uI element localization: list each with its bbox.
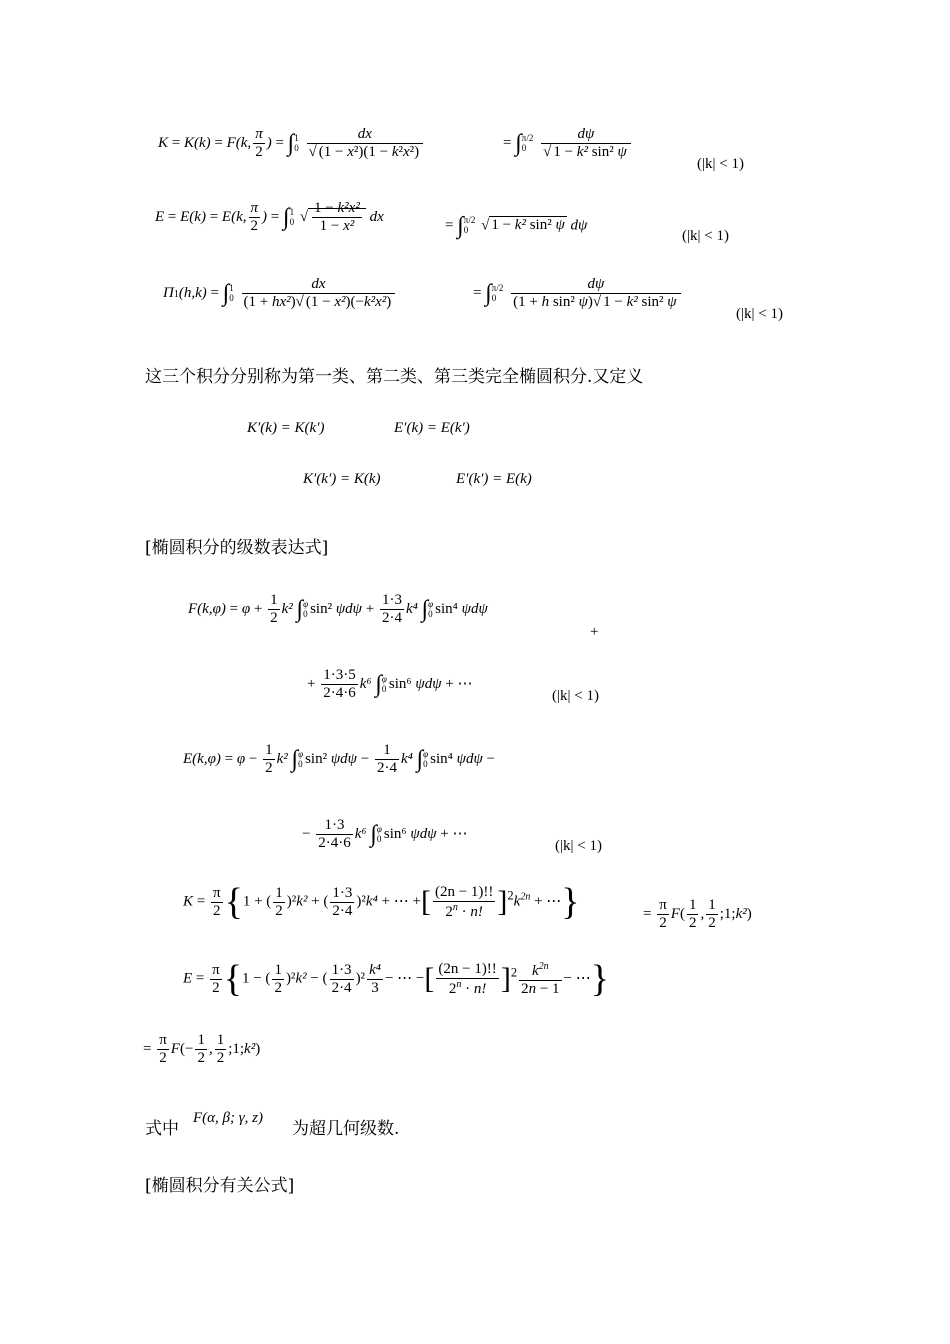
equation-F-series-line2: + $\frac{1\cdot 3\cdot 5}{2\cdot 4\cdot 6}$ k⁶ ∫φ 0 sin⁶ ψdψ + ⋯: [307, 667, 473, 701]
where-prefix: 式中: [145, 1119, 179, 1139]
equation-E-series: E = $\frac{\pi}{2}$ {1 − ( $\frac{1}{2}$ )²k² − ( $\frac{1\cdot 3}{2\cdot 4}$ )² $\frac{\text{k⁴}}{3}$ − ⋯ −[ $\frac{(2n - 1)!!}{2^n \cdot n!}$ ]$^2$ $\frac{k^{2n}}{2n - 1}$ − ⋯}: [183, 958, 609, 1000]
condition-Pi: (|k| < 1): [736, 306, 783, 322]
equation-E-series-line1: E(k,φ) = φ − $\frac{1}{2}$ k² ∫φ 0 sin² ψdψ − $\frac{1}{2\cdot 4}$ k⁴ ∫φ 0 sin⁴ ψdψ −: [183, 742, 495, 776]
eq-K-lhs: K = K(k) = F(k, $\frac{\pi}{2}$ ) =: [158, 126, 284, 160]
heading-related-formulas: [椭圆积分有关公式]: [145, 1176, 295, 1196]
equation-K-definition: K = K(k) = F(k, $\frac{\pi}{2}$ ) = ∫1 0 $\frac{dx}{\text{√ (1 − x²)(1 − k²x²)}}$: [158, 126, 425, 161]
condition-E: (|k| < 1): [682, 228, 729, 244]
condition-E-series: (|k| < 1): [555, 838, 602, 854]
condition-F-series: (|k| < 1): [552, 688, 599, 704]
equation-E-psi-form: = ∫π/2 0 √ 1 − k² sin² ψ dψ: [445, 213, 588, 239]
equation-E-definition: E = E(k) = E(k, $\frac{\pi}{2}$ ) = ∫1 0 √ $\frac{\text{1 − k²x²}}{\text{1 − x²}}$ dx: [155, 200, 384, 234]
equation-Kprime-kprime: K′(k′) = K(k): [303, 471, 381, 487]
equation-K-hypergeometric: = $\frac{\pi}{2}$ F( $\frac{1}{2}$ , $\frac{1}{2}$ ;1;k²): [643, 897, 752, 931]
equation-Eprime-kprime: E′(k′) = E(k): [456, 471, 532, 487]
equation-K-series: K = $\frac{\pi}{2}$ {1 + ( $\frac{1}{2}$ )²k² + ( $\frac{1\cdot 3}{2\cdot 4}$ )²k⁴ + ⋯ +[ $\frac{(2n - 1)!!}{2^n \cdot n!}$ ]$^2k^{2n}$ + ⋯}: [183, 881, 580, 923]
equation-Pi-psi-form: = ∫π/2 0 $\frac{d\psi}{\text{(1 + h sin² ψ)√ 1 − k² sin² ψ}}$: [473, 276, 683, 311]
equation-Eprime-k: E′(k) = E(k′): [394, 420, 470, 436]
equation-Pi-definition: Π1(h,k) = ∫1 0 $\frac{dx}{\text{(1 + hx²)√ (1 − x²)(−k²x²)}}$: [163, 276, 397, 311]
equation-E-hypergeometric: = $\frac{\pi}{2}$ F(− $\frac{1}{2}$ , $\frac{1}{2}$ ;1;k²): [143, 1032, 261, 1066]
hypergeometric-symbol: F(α, β; γ, z): [193, 1110, 263, 1126]
equation-E-series-line2: − $\frac{1\cdot 3}{2\cdot 4\cdot 6}$ k⁶ ∫φ 0 sin⁶ ψdψ + ⋯: [302, 817, 468, 851]
plus-continuation: +: [590, 624, 599, 640]
where-suffix: 为超几何级数.: [292, 1119, 400, 1139]
equation-F-series-line1: F(k,φ) = φ + $\frac{1}{2}$ k² ∫φ 0 sin² ψdψ + $\frac{1\cdot 3}{2\cdot 4}$ k⁴ ∫φ 0 sin⁴ ψdψ: [188, 592, 488, 626]
paragraph-three-integrals: 这三个积分分别称为第一类、第二类、第三类完全椭圆积分.又定义: [145, 367, 644, 387]
equation-K-psi-form: = ∫π/2 0 $\frac{d\psi}{\text{√ 1 − k² sin² ψ}}$: [503, 126, 633, 161]
equation-Kprime-k: K′(k) = K(k′): [247, 420, 325, 436]
heading-series-expressions: [椭圆积分的级数表达式]: [145, 538, 329, 558]
condition-K: (|k| < 1): [697, 156, 744, 172]
